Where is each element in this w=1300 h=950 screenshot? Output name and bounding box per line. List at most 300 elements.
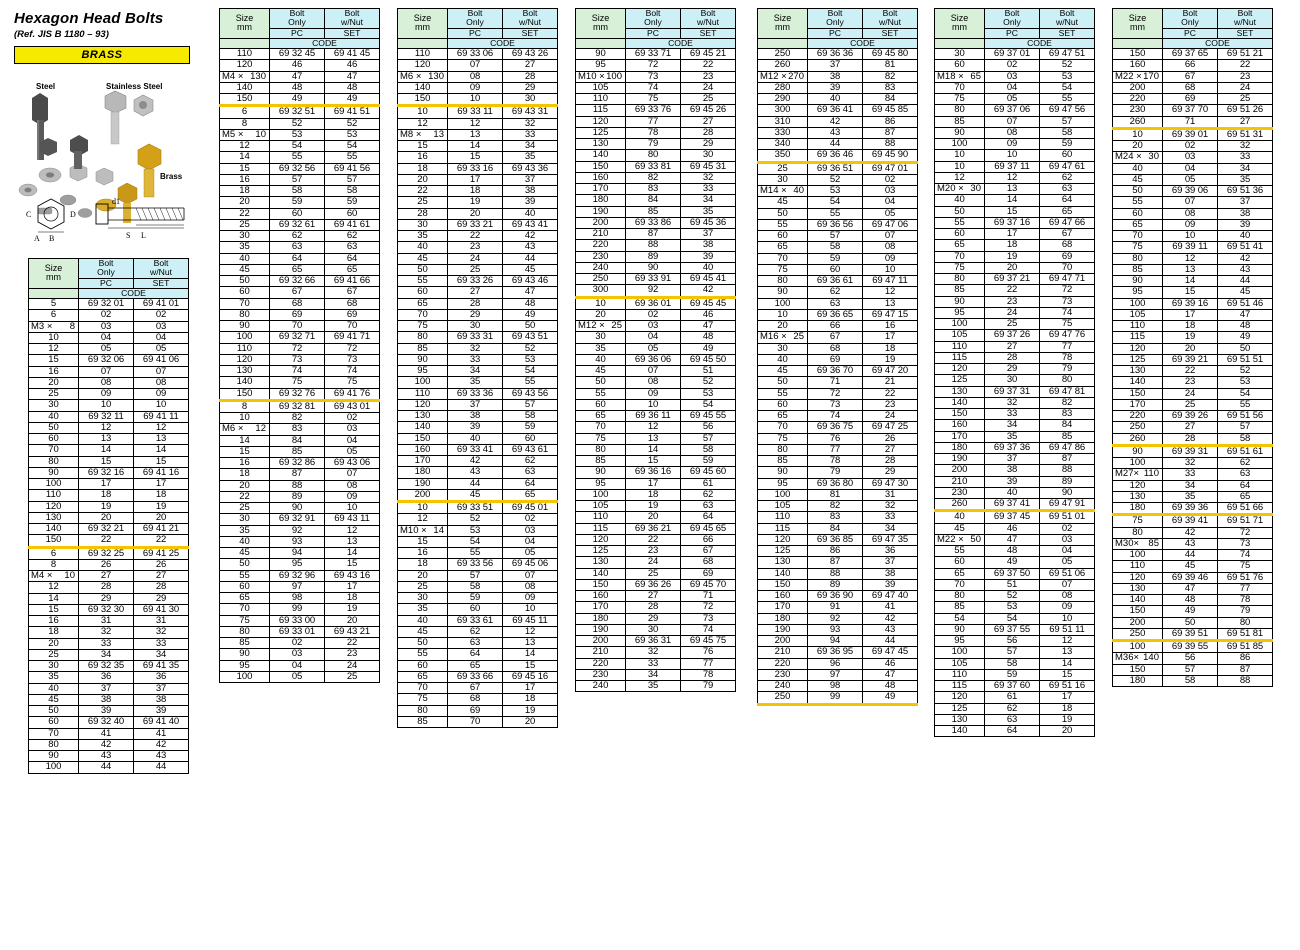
cell-size: 70 [758, 422, 808, 433]
cell-code-pc: 28 [1163, 433, 1218, 445]
table-row [398, 422, 558, 433]
cell-code-set: 75 [325, 377, 380, 388]
cell-size: 95 [935, 636, 985, 647]
cell-size: 15 [29, 355, 79, 366]
cell-code-set: 52 [503, 343, 558, 354]
cell-size: 190 [935, 454, 985, 465]
cell-code-set: 15 [134, 456, 189, 467]
table-row [29, 479, 189, 490]
cell-size: 10 [1113, 128, 1163, 140]
cell-code-set: 69 51 56 [1218, 411, 1273, 422]
cell-size: 130 [29, 512, 79, 523]
cell-code-set: 44 [1218, 276, 1273, 287]
cell-size: 55 [935, 546, 985, 557]
cell-code-set: 58 [1218, 433, 1273, 445]
cell-size: 15 [220, 446, 270, 457]
cell-size: 85 [398, 343, 448, 354]
cell-code-set: 69 45 65 [681, 523, 736, 534]
table-row [398, 411, 558, 422]
table-row [576, 285, 736, 297]
cell-size: 70 [220, 604, 270, 615]
cell-code-set: 15 [1040, 669, 1095, 680]
table-row [758, 162, 918, 174]
table-row [576, 139, 736, 150]
cell-code-set: 63 [503, 467, 558, 478]
table-row [935, 579, 1095, 590]
cell-code-set: 64 [681, 512, 736, 523]
table-row [576, 399, 736, 410]
cell-size: 30 [220, 514, 270, 525]
table-row [220, 163, 380, 174]
cell-code-set: 67 [681, 546, 736, 557]
cell-code-pc: 73 [626, 71, 681, 82]
cell-code-pc: 92 [270, 525, 325, 536]
table-row [29, 332, 189, 343]
table-row [220, 581, 380, 592]
cell-code-set: 68 [681, 557, 736, 568]
cell-size: 110 [576, 94, 626, 105]
cell-code-pc: 08 [79, 377, 134, 388]
cell-size: 140 [220, 377, 270, 388]
cell-code-pc: 17 [985, 229, 1040, 240]
table-row [935, 546, 1095, 557]
cell-code-set: 12 [134, 422, 189, 433]
table-row [220, 469, 380, 480]
table-row [220, 458, 380, 469]
table-row [935, 229, 1095, 240]
cell-size: 20 [29, 638, 79, 649]
table-row [576, 60, 736, 71]
header-size-spacer [29, 288, 79, 298]
cell-code-pc: 69 36 56 [808, 219, 863, 230]
cell-size: 18 [220, 186, 270, 197]
table-row [220, 253, 380, 264]
cell-code-set: 50 [1218, 343, 1273, 354]
cell-size: 90 [935, 296, 985, 307]
cell-code-pc: 45 [448, 489, 503, 501]
table-row [1113, 433, 1273, 445]
cell-size: 80 [935, 105, 985, 116]
cell-size: 6 [29, 547, 79, 559]
cell-code-pc: 69 33 31 [448, 332, 503, 343]
cell-code-pc: 69 33 11 [448, 106, 503, 118]
cell-code-pc: 69 36 85 [808, 534, 863, 545]
cell-code-set: 04 [1040, 546, 1095, 557]
cell-code-set: 31 [134, 616, 189, 627]
cell-code-pc: 90 [270, 503, 325, 514]
cell-code-set: 69 45 45 [681, 297, 736, 309]
cell-code-pc: 13 [626, 433, 681, 444]
cell-code-pc: 37 [448, 399, 503, 410]
cell-code-set: 20 [325, 615, 380, 626]
cell-size: 130 [1113, 491, 1163, 502]
cell-code-pc: 44 [79, 762, 134, 773]
cell-code-pc: 79 [808, 467, 863, 478]
cell-size: 40 [576, 354, 626, 365]
cell-code-pc: 80 [626, 150, 681, 161]
cell-code-set: 03 [503, 525, 558, 536]
table-row [935, 613, 1095, 624]
table-row [398, 615, 558, 626]
table-row [398, 593, 558, 604]
table-row [220, 298, 380, 309]
header-pc: PC [1163, 28, 1218, 38]
cell-code-set: 88 [1040, 465, 1095, 476]
table-row [398, 118, 558, 129]
cell-size: 70 [935, 579, 985, 590]
cell-code-set: 69 41 16 [134, 467, 189, 478]
cell-code-set: 55 [503, 377, 558, 388]
cell-code-pc: 69 [270, 309, 325, 320]
cell-code-set: 69 47 86 [1040, 442, 1095, 453]
table-row [398, 649, 558, 660]
cell-code-set: 46 [681, 309, 736, 320]
cell-code-set: 15 [503, 660, 558, 671]
cell-code-pc: 49 [985, 557, 1040, 568]
cell-code-pc: 82 [808, 501, 863, 512]
cell-size: 25 [758, 162, 808, 174]
table-row [935, 206, 1095, 217]
cell-code-pc: 32 [79, 627, 134, 638]
cell-code-pc: 36 [79, 672, 134, 683]
table-row [1113, 116, 1273, 128]
table-row [220, 400, 380, 412]
table-row [935, 184, 1095, 195]
header-size: Size mm [29, 259, 79, 289]
table-row [935, 60, 1095, 71]
cell-code-pc: 44 [1163, 550, 1218, 561]
cell-size: 105 [758, 501, 808, 512]
table-row [576, 411, 736, 422]
cell-code-set: 48 [863, 681, 918, 692]
cell-size: 10 [398, 106, 448, 118]
spec-table [28, 258, 189, 774]
cell-code-pc: 63 [448, 638, 503, 649]
cell-code-set: 69 45 21 [681, 49, 736, 60]
cell-size: 80 [935, 274, 985, 285]
cell-code-set: 47 [863, 669, 918, 680]
cell-code-set: 69 47 51 [1040, 49, 1095, 60]
table-row [220, 525, 380, 536]
cell-code-pc: 69 36 16 [626, 467, 681, 478]
cell-code-set: 39 [681, 251, 736, 262]
table-row [758, 276, 918, 287]
cell-code-pc: 69 36 61 [808, 276, 863, 287]
table-row [935, 116, 1095, 127]
cell-code-pc: 83 [626, 184, 681, 195]
table-row [1113, 242, 1273, 253]
cell-size: 190 [758, 624, 808, 635]
table-row [1113, 332, 1273, 343]
table-row [758, 377, 918, 388]
cell-size: 16 [29, 366, 79, 377]
cell-code-pc: 69 36 51 [808, 162, 863, 174]
cell-code-pc: 69 32 96 [270, 570, 325, 581]
cell-code-pc: 72 [626, 60, 681, 71]
cell-code-pc: 92 [626, 285, 681, 297]
cell-code-set: 59 [681, 456, 736, 467]
cell-code-set: 69 45 41 [681, 274, 736, 285]
cell-code-set: 03 [134, 321, 189, 332]
cell-size: 30 [398, 593, 448, 604]
cell-code-pc: 71 [1163, 116, 1218, 128]
cell-code-set: 69 47 01 [863, 162, 918, 174]
cell-code-pc: 73 [808, 399, 863, 410]
table-row [758, 456, 918, 467]
cell-size: 35 [220, 242, 270, 253]
cell-code-set: 28 [134, 582, 189, 593]
cell-code-pc: 58 [985, 658, 1040, 669]
cell-code-pc: 30 [985, 375, 1040, 386]
cell-code-set: 62 [325, 231, 380, 242]
table-row [935, 669, 1095, 680]
header-bolt-with-nut: Bolt w/Nut [325, 9, 380, 29]
cell-size: 50 [29, 422, 79, 433]
table-row [1113, 152, 1273, 163]
cell-size: 120 [398, 60, 448, 71]
svg-text:C: C [26, 210, 32, 219]
cell-size: 55 [758, 219, 808, 230]
cell-code-set: 22 [134, 535, 189, 547]
cell-code-pc: 85 [270, 446, 325, 457]
table-row [576, 82, 736, 93]
table-row [935, 431, 1095, 442]
cell-code-pc: 47 [985, 534, 1040, 545]
table-row [29, 366, 189, 377]
cell-code-pc: 42 [808, 116, 863, 127]
table-row [220, 276, 380, 287]
table-row [935, 251, 1095, 262]
table-row [29, 547, 189, 559]
cell-size: 300 [576, 285, 626, 297]
cell-code-pc: 87 [626, 229, 681, 240]
table-row [220, 208, 380, 219]
cell-code-set: 69 47 61 [1040, 161, 1095, 172]
cell-size: 125 [758, 546, 808, 557]
cell-size: 260 [935, 499, 985, 511]
cell-size: M27× 110 [1113, 469, 1163, 480]
cell-code-set: 65 [325, 264, 380, 275]
cell-code-set: 78 [681, 669, 736, 680]
table-row [935, 240, 1095, 251]
cell-size: 150 [935, 409, 985, 420]
cell-size: 125 [576, 127, 626, 138]
cell-size: 60 [29, 717, 79, 728]
table-row [29, 389, 189, 400]
table-row [1113, 399, 1273, 410]
cell-size: 115 [935, 352, 985, 363]
cell-code-set: 42 [134, 739, 189, 750]
cell-size: 210 [576, 647, 626, 658]
cell-code-pc: 09 [626, 388, 681, 399]
cell-size: 85 [758, 456, 808, 467]
cell-size: 75 [935, 94, 985, 105]
table-row [29, 559, 189, 570]
cell-code-pc: 69 33 41 [448, 444, 503, 455]
cell-code-pc: 69 39 11 [1163, 242, 1218, 253]
cell-code-set: 25 [681, 94, 736, 105]
cell-code-set: 46 [325, 60, 380, 71]
table-row [220, 626, 380, 637]
cell-code-pc: 69 32 51 [270, 106, 325, 118]
cell-code-set: 44 [503, 253, 558, 264]
cell-size: 140 [29, 524, 79, 535]
cell-code-pc: 87 [270, 469, 325, 480]
cell-size: 220 [1113, 411, 1163, 422]
table-row [398, 163, 558, 174]
cell-code-set: 18 [1040, 703, 1095, 714]
cell-code-set: 69 41 76 [325, 388, 380, 400]
cell-size: 90 [220, 321, 270, 332]
cell-size: 200 [1113, 617, 1163, 628]
table-row [398, 197, 558, 208]
cell-code-pc: 69 32 01 [79, 299, 134, 310]
table-row [758, 568, 918, 579]
table-row [29, 728, 189, 739]
cell-code-pc: 62 [985, 703, 1040, 714]
cell-size: 120 [1113, 572, 1163, 583]
cell-size: 250 [758, 692, 808, 704]
cell-size: 65 [576, 411, 626, 422]
table-row [576, 534, 736, 545]
cell-code-set: 73 [681, 613, 736, 624]
table-row [220, 321, 380, 332]
cell-code-pc: 28 [448, 298, 503, 309]
cell-code-set: 69 47 56 [1040, 105, 1095, 116]
cell-code-set: 32 [503, 118, 558, 129]
header-set: SET [863, 28, 918, 38]
table-row [935, 375, 1095, 386]
cell-size: 150 [758, 579, 808, 590]
cell-code-pc: 09 [79, 389, 134, 400]
cell-code-set: 69 51 66 [1218, 503, 1273, 515]
cell-code-set: 33 [681, 184, 736, 195]
cell-size: 12 [29, 344, 79, 355]
table-row [398, 671, 558, 682]
cell-size: 160 [935, 420, 985, 431]
table-row [29, 377, 189, 388]
cell-code-pc: 13 [985, 184, 1040, 195]
cell-code-pc: 52 [808, 174, 863, 185]
cell-code-set: 16 [863, 321, 918, 332]
table-row [29, 456, 189, 467]
cell-size: 100 [220, 671, 270, 682]
cell-code-pc: 42 [1163, 527, 1218, 538]
table-row [935, 647, 1095, 658]
cell-code-set: 69 [325, 309, 380, 320]
cell-code-set: 62 [503, 456, 558, 467]
cell-code-set: 24 [325, 660, 380, 671]
spec-table [934, 8, 1095, 737]
cell-size: 110 [1113, 321, 1163, 332]
cell-code-pc: 25 [1163, 399, 1218, 410]
table-row [576, 229, 736, 240]
cell-size: M6 × 12 [220, 424, 270, 435]
cell-size: 10 [935, 161, 985, 172]
cell-size: M18 × 65 [935, 71, 985, 82]
cell-size: 105 [935, 330, 985, 341]
table-row [398, 456, 558, 467]
cell-code-set: 69 41 56 [325, 163, 380, 174]
cell-code-pc: 54 [448, 536, 503, 547]
table-row [576, 377, 736, 388]
cell-size: 90 [1113, 445, 1163, 457]
cell-code-pc: 69 36 31 [626, 636, 681, 647]
cell-code-set: 24 [1218, 82, 1273, 93]
cell-code-set: 83 [1040, 409, 1095, 420]
table-row [398, 332, 558, 343]
table-row [220, 435, 380, 446]
cell-size: 60 [758, 231, 808, 242]
cell-code-set: 36 [134, 672, 189, 683]
cell-code-pc: 37 [79, 683, 134, 694]
table-row [576, 366, 736, 377]
cell-code-pc: 12 [626, 422, 681, 433]
cell-code-pc: 18 [448, 186, 503, 197]
table-row [576, 613, 736, 624]
table-row [29, 627, 189, 638]
cell-code-pc: 33 [448, 354, 503, 365]
table-row [398, 174, 558, 185]
table-row [220, 413, 380, 424]
cell-size: M22 × 50 [935, 534, 985, 545]
cell-code-set: 69 51 61 [1218, 445, 1273, 457]
cell-size: 220 [758, 658, 808, 669]
table-row [576, 579, 736, 590]
cell-code-set: 69 43 36 [503, 163, 558, 174]
table-row [935, 262, 1095, 273]
table-row [220, 152, 380, 163]
cell-code-pc: 34 [1163, 480, 1218, 491]
cell-size: M4 × 130 [220, 71, 270, 82]
cell-code-set: 42 [681, 285, 736, 297]
cell-code-set: 90 [1040, 487, 1095, 498]
cell-size: 70 [398, 683, 448, 694]
cell-code-set: 02 [863, 174, 918, 185]
cell-code-set: 64 [325, 253, 380, 264]
cell-size: 60 [1113, 208, 1163, 219]
cell-code-pc: 70 [270, 321, 325, 332]
cell-code-set: 30 [503, 94, 558, 106]
cell-size: 95 [398, 366, 448, 377]
cell-size: 65 [935, 568, 985, 579]
cell-code-pc: 59 [808, 253, 863, 264]
cell-code-set: 32 [863, 501, 918, 512]
cell-code-set: 37 [681, 229, 736, 240]
table-row [935, 82, 1095, 93]
table-row [398, 716, 558, 727]
cell-code-pc: 69 32 40 [79, 717, 134, 728]
header-bolt-only: Bolt Only [1163, 9, 1218, 29]
cell-code-pc: 15 [985, 206, 1040, 217]
cell-size: 170 [398, 456, 448, 467]
cell-code-set: 57 [325, 174, 380, 185]
cell-code-pc: 74 [270, 366, 325, 377]
cell-code-set: 69 47 81 [1040, 386, 1095, 397]
cell-code-pc: 66 [1163, 60, 1218, 71]
cell-code-set: 69 41 01 [134, 299, 189, 310]
cell-code-set: 69 51 81 [1218, 628, 1273, 640]
cell-code-set: 42 [1218, 253, 1273, 264]
table-row [220, 559, 380, 570]
cell-code-pc: 69 37 70 [1163, 105, 1218, 116]
cell-code-set: 14 [134, 445, 189, 456]
cell-size: 50 [576, 377, 626, 388]
cell-code-set: 20 [1040, 726, 1095, 737]
cell-size: 75 [935, 262, 985, 273]
cell-size: 180 [758, 613, 808, 624]
cell-code-set: 69 45 31 [681, 161, 736, 172]
